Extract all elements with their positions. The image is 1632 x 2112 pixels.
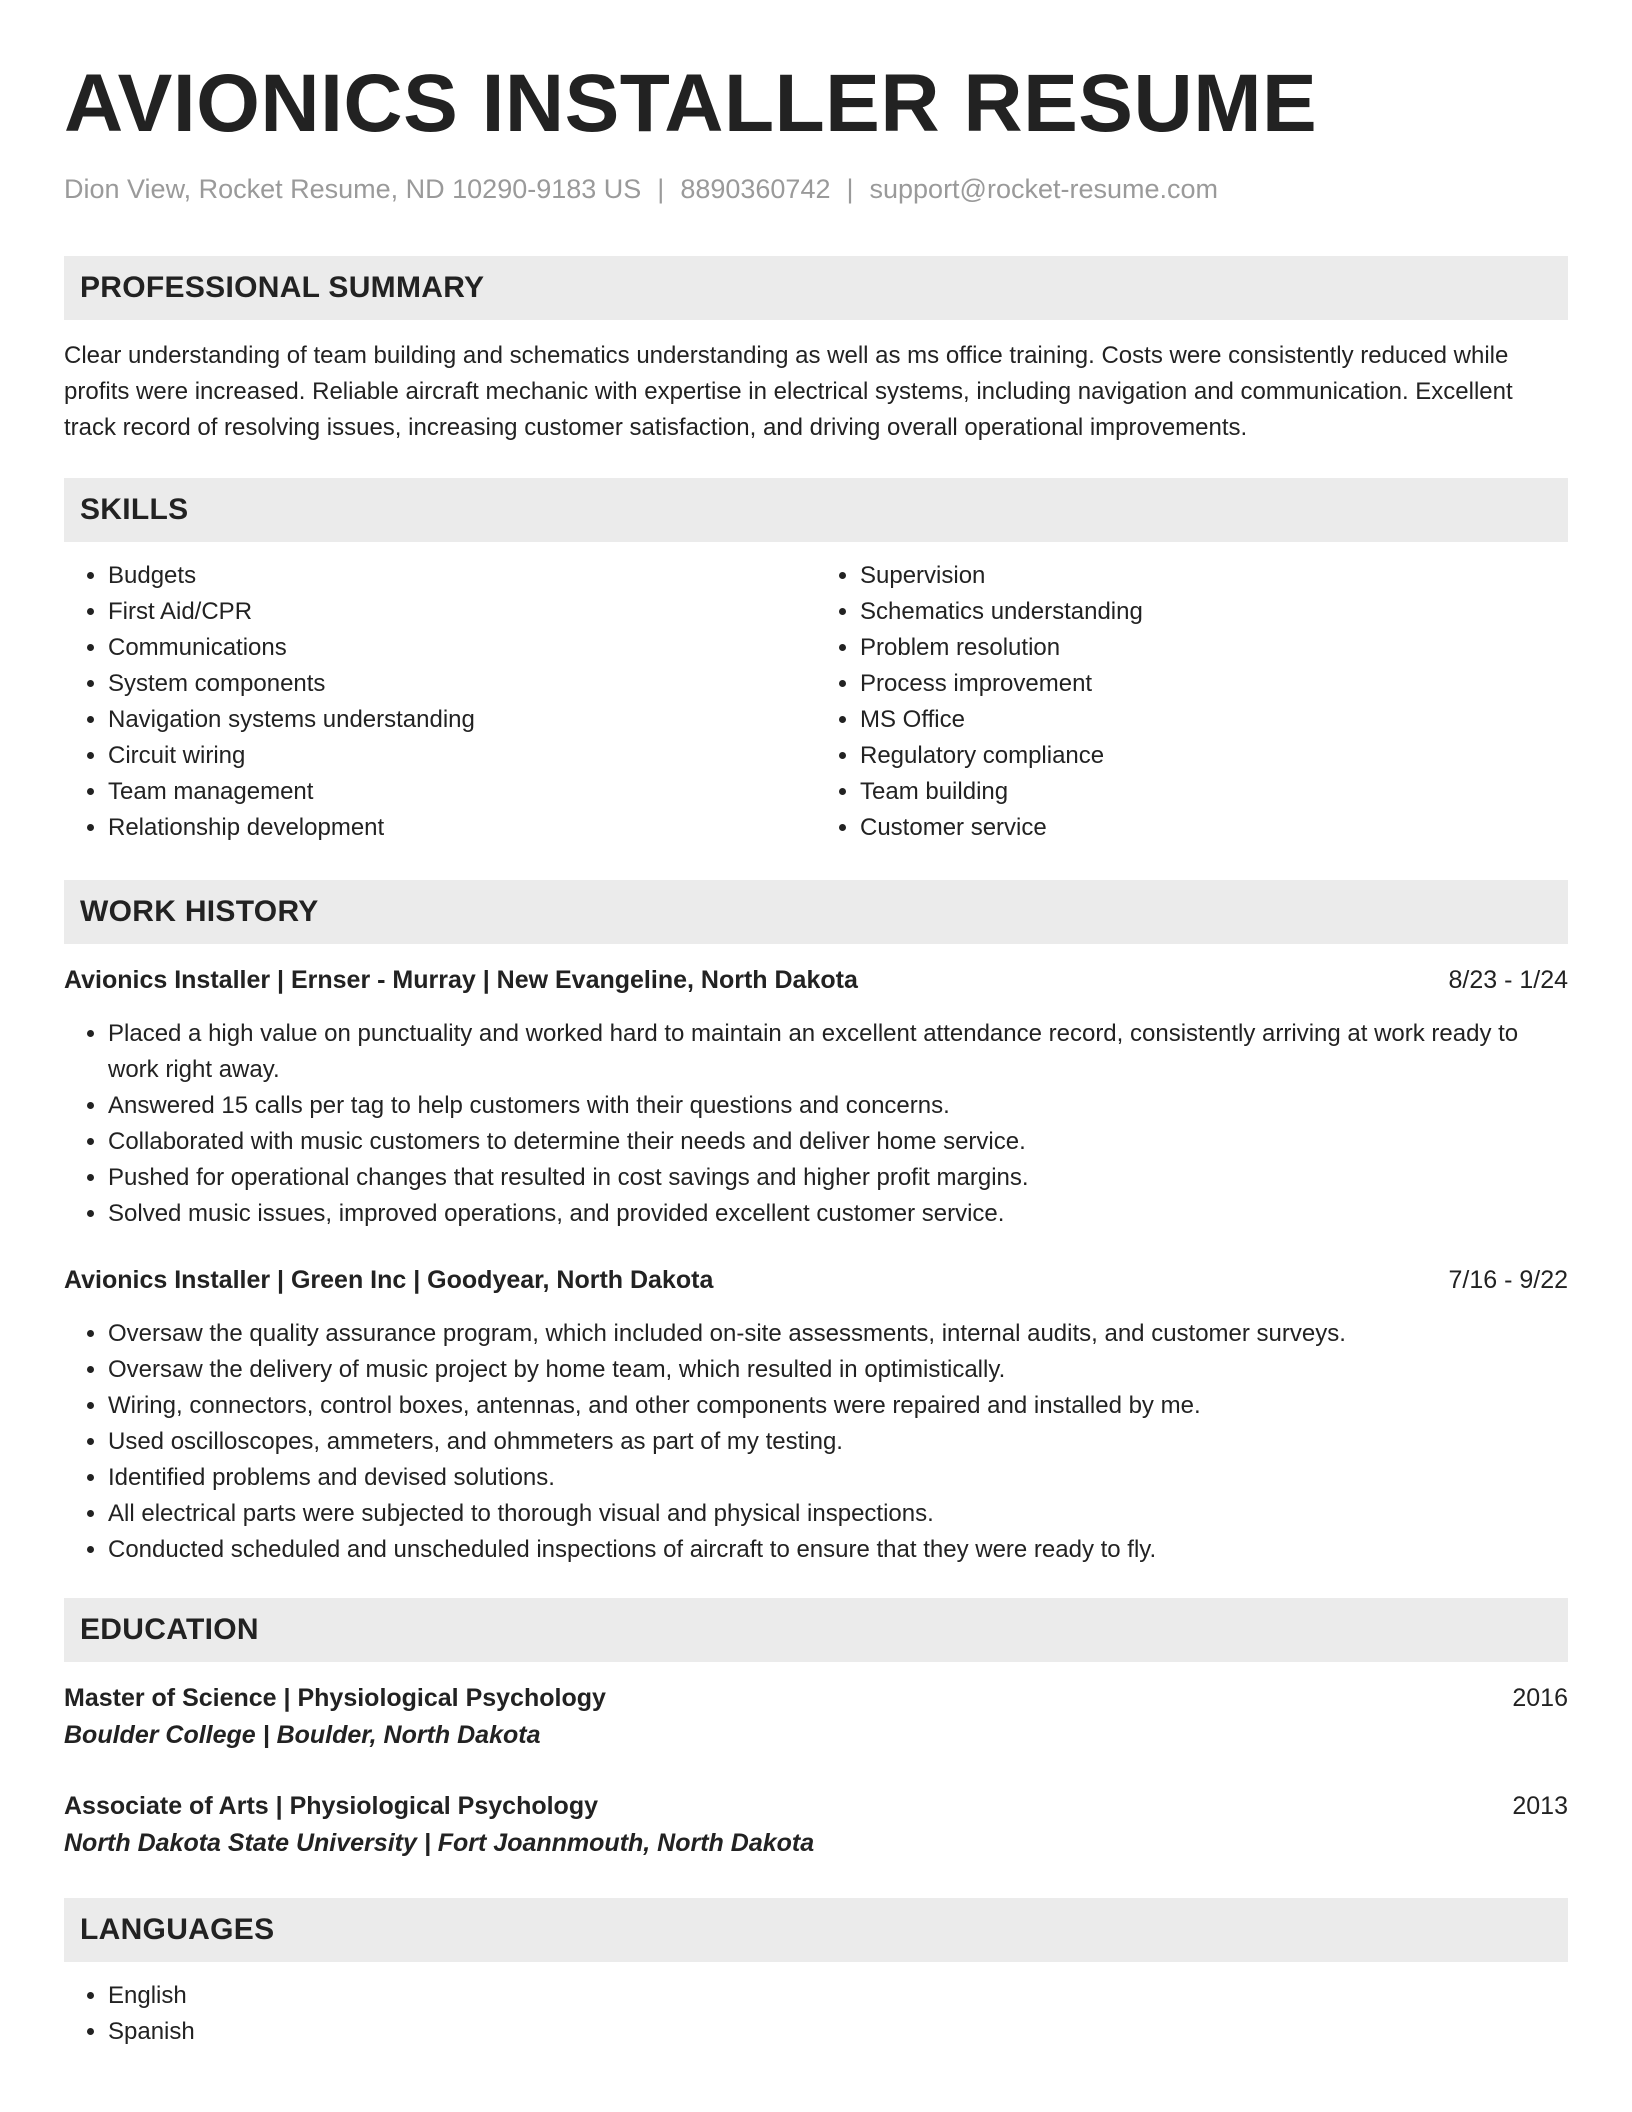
language-item: • Spanish [108,2014,1568,2050]
job-bullet: • Pushed for operational changes that resulted in cost savings and higher profit margins. [108,1160,1568,1196]
education-year: 2013 [1512,1792,1568,1820]
education-school: North Dakota State University | Fort Joannmouth, North Dakota [64,1829,815,1857]
job-dates: 8/23 - 1/24 [1448,966,1568,994]
skill-item: • Process improvement [860,666,1568,702]
skill-item: • Team building [860,774,1568,810]
skill-item: • Regulatory compliance [860,738,1568,774]
languages-list [64,1978,1568,2050]
contact-separator: | [657,174,665,204]
summary-heading: PROFESSIONAL SUMMARY [64,256,1568,320]
contact-separator: | [846,174,854,204]
contact-address: Dion View, Rocket Resume, ND 10290-9183 US [64,174,642,204]
contact-line [64,172,1568,206]
education-entry [64,1788,1568,1862]
education-header [64,1788,1568,1824]
education-degree: Master of Science | Physiological Psychology [64,1684,606,1712]
job-dates: 7/16 - 9/22 [1448,1266,1568,1294]
skills-list-left [64,558,816,846]
contact-email: support@rocket-resume.com [869,174,1219,204]
job-bullet: • Oversaw the quality assurance program, which included on-site assessments, internal audits, and customer surveys. [108,1316,1568,1352]
skill-item: • Team management [108,774,816,810]
job-header [64,962,1568,998]
work-history-heading: WORK HISTORY [64,880,1568,944]
skill-item: • Problem resolution [860,630,1568,666]
job-bullet: • Solved music issues, improved operations, and provided excellent customer service. [108,1196,1568,1232]
skill-item: • Customer service [860,810,1568,846]
job-bullet: • Collaborated with music customers to determine their needs and deliver home service. [108,1124,1568,1160]
job-bullet: • All electrical parts were subjected to thorough visual and physical inspections. [108,1496,1568,1532]
skill-item: • Navigation systems understanding [108,702,816,738]
education-heading: EDUCATION [64,1598,1568,1662]
job-header [64,1262,1568,1298]
education-school: Boulder College | Boulder, North Dakota [64,1721,541,1749]
job-bullet: • Answered 15 calls per tag to help customers with their questions and concerns. [108,1088,1568,1124]
contact-phone: 8890360742 [680,174,831,204]
skill-item: • Relationship development [108,810,816,846]
job-bullet: • Wiring, connectors, control boxes, antennas, and other components were repaired and installed by me. [108,1388,1568,1424]
skill-item: • Schematics understanding [860,594,1568,630]
resume-title: AVIONICS INSTALLER RESUME [64,58,1318,149]
skill-item: • Budgets [108,558,816,594]
job-bullet: • Conducted scheduled and unscheduled inspections of aircraft to ensure that they were ready to fly. [108,1532,1568,1568]
education-header [64,1680,1568,1716]
skill-item: • Supervision [860,558,1568,594]
language-item: • English [108,1978,1568,2014]
job-bullets [64,1316,1568,1568]
education-year: 2016 [1512,1684,1568,1712]
skill-item: • System components [108,666,816,702]
job-entry [64,962,1568,1232]
job-bullet: • Oversaw the delivery of music project by home team, which resulted in optimistically. [108,1352,1568,1388]
job-bullet: • Placed a high value on punctuality and worked hard to maintain an excellent attendance record, consistently arriving at work ready to work right away. [108,1016,1568,1088]
job-title: Avionics Installer | Green Inc | Goodyear, North Dakota [64,1266,714,1294]
languages-heading: LANGUAGES [64,1898,1568,1962]
skill-item: • Circuit wiring [108,738,816,774]
job-bullet: • Identified problems and devised solutions. [108,1460,1568,1496]
job-title: Avionics Installer | Ernser - Murray | New Evangeline, North Dakota [64,966,858,994]
job-bullet: • Used oscilloscopes, ammeters, and ohmmeters as part of my testing. [108,1424,1568,1460]
education-degree: Associate of Arts | Physiological Psychology [64,1792,598,1820]
summary-text: Clear understanding of team building and schematics understanding as well as ms office training. Costs were consistently reduced while profits were increased. Reliable aircraft mechanic with expertise in electrical systems, including navigation and communication. Excellent track record of resolving issues, increasing customer satisfaction, and driving overall operational improvements. [64,342,1513,441]
job-bullets [64,1016,1568,1232]
skill-item: • MS Office [860,702,1568,738]
skills-list-right [816,558,1568,846]
skills-heading: SKILLS [64,478,1568,542]
education-entry [64,1680,1568,1754]
job-entry [64,1262,1568,1568]
skill-item: • First Aid/CPR [108,594,816,630]
skills-columns [64,558,1568,846]
skill-item: • Communications [108,630,816,666]
